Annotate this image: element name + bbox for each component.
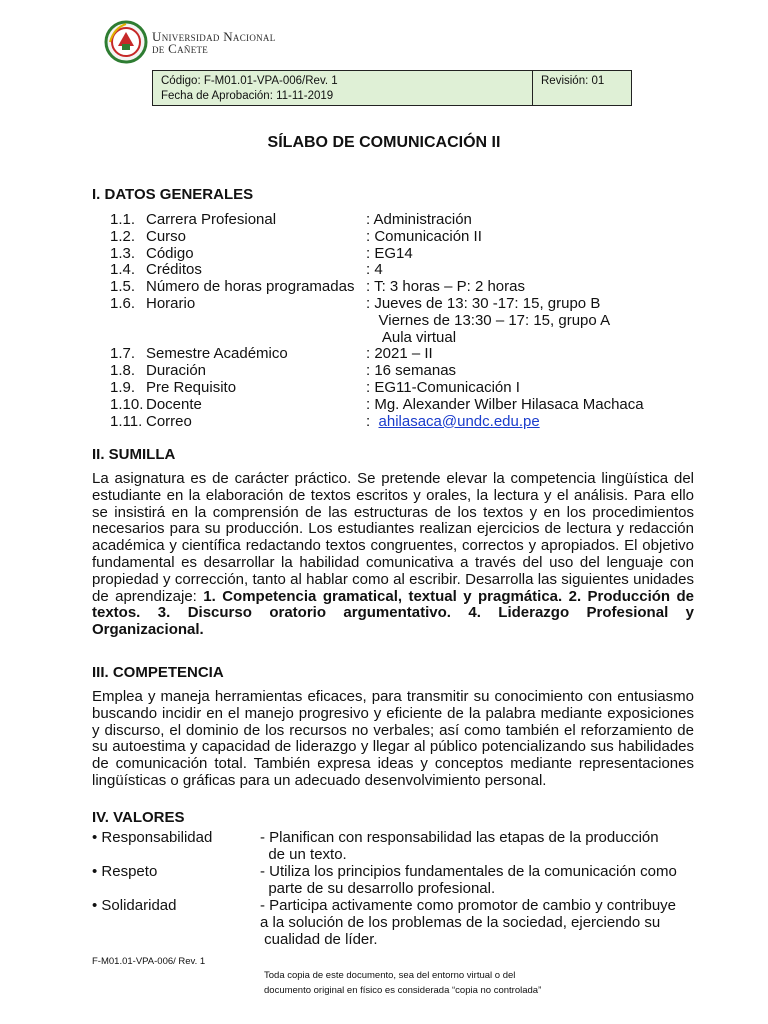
sumilla-text: La asignatura es de carácter práctico. Se pretende elevar la competencia lingüística del estudiante en la elaboración de textos escritos y orales, la lectura y el análisis. Para ello se insistirá en la comprensión de las estructuras de los textos y en los procedimientos necesarios para su producción. Los estudiantes realizan ejercicios de lectura y redacción académica y científica redactando textos congruentes, correctos y apropiados. El objetivo fundamental es desarrollar la habilidad comunicativa a través del uso del lenguaje con propiedad y corrección, tanto al hablar como al escribir. Desarrolla las siguientes unidades de aprendizaje: bbox=[92, 470, 694, 605]
datos-row-v: : 4 bbox=[366, 261, 383, 279]
valor-description: - Planifican con responsabilidad las etapas de la producción bbox=[260, 829, 659, 846]
valor-line bbox=[92, 846, 702, 863]
document-code: Código: F-M01.01-VPA-006/Rev. 1 bbox=[161, 75, 338, 87]
datos-row-n: 1.6. bbox=[110, 294, 136, 312]
datos-row-n: 1.4. bbox=[110, 261, 136, 279]
datos-row-k: Código bbox=[146, 244, 194, 262]
datos-row-k: Carrera Profesional bbox=[146, 211, 277, 228]
datos-row-k: Correo bbox=[146, 412, 192, 430]
university-logo bbox=[104, 20, 294, 66]
datos-row-v: : Administración bbox=[366, 211, 472, 228]
datos-row-v: Aula virtual bbox=[366, 328, 457, 346]
revision-number: Revisión: 01 bbox=[541, 75, 605, 87]
sumilla-paragraph bbox=[92, 471, 694, 639]
datos-row-k bbox=[146, 330, 366, 347]
datos-row-v: : Comunicación II bbox=[366, 227, 482, 245]
datos-row-n: 1.3. bbox=[110, 244, 136, 262]
datos-row bbox=[110, 262, 644, 279]
email-link[interactable]: ahilasaca@undc.edu.pe bbox=[378, 412, 540, 430]
document-title: SÍLABO DE COMUNICACIÓN II bbox=[267, 134, 501, 151]
section-heading-sumilla: II. SUMILLA bbox=[92, 446, 176, 463]
datos-row-k: Duración bbox=[146, 362, 207, 380]
datos-row bbox=[110, 296, 644, 313]
datos-row bbox=[110, 229, 644, 246]
valor-name: • Respeto bbox=[92, 863, 158, 880]
valor-description: parte de su desarrollo profesional. bbox=[260, 880, 496, 897]
datos-row-v: : bbox=[366, 412, 379, 430]
datos-row-v: : EG14 bbox=[366, 244, 413, 262]
valor-name bbox=[92, 880, 260, 897]
datos-row bbox=[110, 330, 644, 347]
section-heading-datos-generales: I. DATOS GENERALES bbox=[92, 186, 254, 203]
datos-row-k: Curso bbox=[146, 227, 187, 245]
datos-row bbox=[110, 363, 644, 380]
valor-name bbox=[92, 914, 260, 931]
approval-date: Fecha de Aprobación: 11-11-2019 bbox=[161, 90, 334, 102]
document-control-box bbox=[152, 70, 632, 106]
university-name bbox=[152, 31, 276, 55]
datos-row bbox=[110, 414, 644, 431]
valor-line bbox=[92, 863, 702, 880]
datos-row-n: 1.9. bbox=[110, 378, 136, 396]
datos-row-n bbox=[110, 330, 146, 347]
datos-row-n: 1.8. bbox=[110, 362, 136, 380]
datos-row-k bbox=[146, 313, 366, 330]
valor-description: cualidad de líder. bbox=[260, 931, 378, 948]
university-name-line1: Universidad Nacional bbox=[152, 29, 276, 44]
datos-row-v: : T: 3 horas – P: 2 horas bbox=[366, 278, 525, 296]
valor-name bbox=[92, 931, 260, 948]
valor-name: • Solidaridad bbox=[92, 897, 177, 914]
valor-line bbox=[92, 829, 702, 846]
section-heading-competencia: III. COMPETENCIA bbox=[92, 664, 224, 681]
valor-line bbox=[92, 931, 702, 948]
university-name-line2: de Cañete bbox=[152, 41, 209, 56]
datos-row-v: : 2021 – II bbox=[366, 345, 433, 363]
valor-description: de un texto. bbox=[260, 846, 347, 863]
datos-row-v: : Mg. Alexander Wilber Hilasaca Machaca bbox=[366, 395, 644, 413]
datos-row-v: : Jueves de 13: 30 -17: 15, grupo B bbox=[366, 294, 601, 312]
datos-row-k: Semestre Académico bbox=[146, 345, 288, 363]
datos-row-v: : 16 semanas bbox=[366, 362, 457, 380]
datos-row-k: Número de horas programadas bbox=[146, 278, 355, 296]
datos-row-k: Pre Requisito bbox=[146, 378, 237, 396]
datos-row-v: : EG11-Comunicación I bbox=[366, 378, 520, 396]
competencia-paragraph: Emplea y maneja herramientas eficaces, para transmitir su conocimiento con entusiasmo buscando incidir en el manejo progresivo y eficiente de la palabra mediante exposiciones y discurso, el dominio de los recursos no verbales; así como también el reforzamiento de su autoestima y capacidad de liderazgo y llegar al público potencializando sus habilidades de comunicación total. También expresa ideas y conceptos mediante representaciones lingüísticas o gráficas para un adecuado desenvolvimiento personal. bbox=[92, 688, 694, 789]
datos-row-n bbox=[110, 313, 146, 330]
datos-generales-list bbox=[110, 212, 644, 430]
footer-document-code: F-M01.01-VPA-006/ Rev. 1 bbox=[92, 956, 206, 967]
datos-row bbox=[110, 246, 644, 263]
valor-line bbox=[92, 880, 702, 897]
valor-description: - Participa activamente como promotor de cambio y contribuye bbox=[260, 897, 677, 914]
datos-row-k: Docente bbox=[146, 395, 202, 413]
datos-row-n: 1.11. bbox=[110, 412, 143, 430]
footer-note-line2: documento original en físico es considerada “copia no controlada” bbox=[264, 985, 542, 996]
datos-row-n: 1.5. bbox=[110, 278, 136, 296]
section-heading-valores: IV. VALORES bbox=[92, 809, 185, 826]
valor-name bbox=[92, 846, 260, 863]
footer-note-line1: Toda copia de este documento, sea del entorno virtual o del bbox=[264, 970, 516, 981]
datos-row-n: 1.1. bbox=[110, 211, 136, 228]
datos-row-n: 1.7. bbox=[110, 345, 136, 363]
datos-row bbox=[110, 313, 644, 330]
datos-row bbox=[110, 397, 644, 414]
footer-note bbox=[264, 968, 541, 998]
valor-name: • Responsabilidad bbox=[92, 829, 213, 846]
datos-row bbox=[110, 212, 644, 229]
datos-row-n: 1.2. bbox=[110, 227, 136, 245]
datos-row-v: Viernes de 13:30 – 17: 15, grupo A bbox=[366, 311, 611, 329]
datos-row bbox=[110, 279, 644, 296]
datos-row-k: Horario bbox=[146, 294, 196, 312]
datos-row-k: Créditos bbox=[146, 261, 202, 279]
datos-row-n: 1.10. bbox=[110, 395, 144, 413]
datos-row bbox=[110, 380, 644, 397]
valor-line bbox=[92, 914, 702, 931]
datos-row bbox=[110, 346, 644, 363]
university-crest-icon bbox=[104, 20, 148, 64]
valor-line bbox=[92, 897, 702, 914]
valor-description: - Utiliza los principios fundamentales de la comunicación como bbox=[260, 863, 677, 880]
valor-description: a la solución de los problemas de la sociedad, ejerciendo su bbox=[260, 914, 661, 931]
valores-list bbox=[92, 829, 702, 948]
sumilla-units: 1. Competencia gramatical, textual y pragmática. 2. Producción de textos. 3. Discurso oratorio argumentativo. 4. Liderazgo Profesional y Organizacional. bbox=[92, 587, 694, 639]
